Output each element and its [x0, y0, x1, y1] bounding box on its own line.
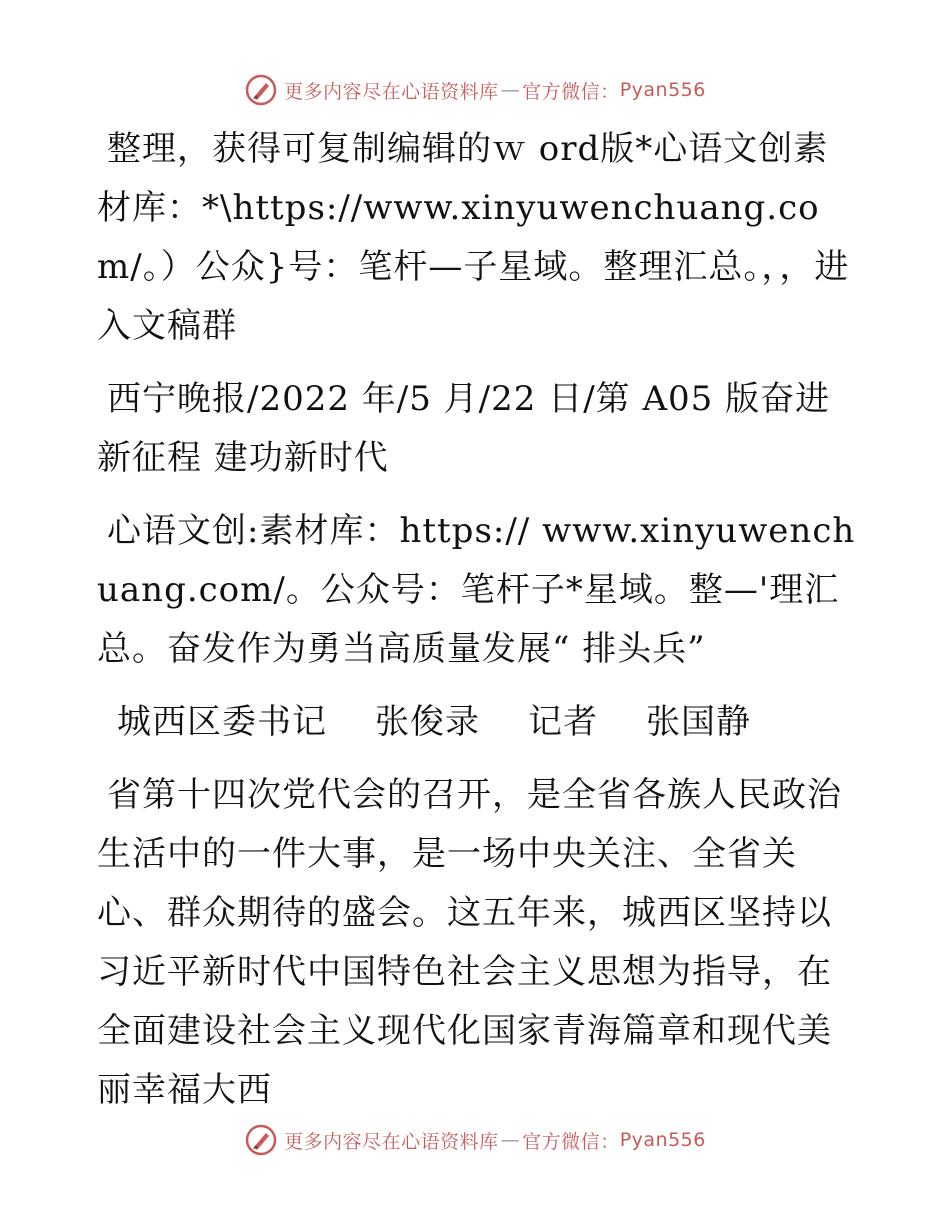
watermark-dash: —	[500, 79, 521, 101]
paragraph-headline: 心语文创:素材库：https:// www.xinyuwenchuang.com/。公众号：笔杆子*星域。整—'理汇总。奋发作为勇当高质量发展“ 排头兵”	[97, 511, 856, 669]
header-watermark	[0, 70, 950, 110]
paragraph-source: 西宁晚报/2022 年/5 月/22 日/第 A05 版奋进新征程 建功新时代	[97, 379, 831, 478]
pen-nib-icon	[244, 1123, 278, 1157]
watermark-suffix: 官方微信：	[522, 80, 620, 103]
byline	[97, 693, 857, 752]
byline-title: 城西区委书记	[117, 702, 327, 742]
watermark-brand: Pyan556	[619, 79, 706, 101]
watermark-prefix: 更多内容尽在心语资料库	[284, 1130, 499, 1153]
byline-role: 记者	[528, 702, 598, 742]
document-body	[97, 120, 857, 1134]
watermark-suffix: 官方微信：	[522, 1130, 620, 1153]
byline-name: 张俊录	[375, 702, 480, 742]
watermark-brand: Pyan556	[619, 1129, 706, 1151]
footer-watermark	[0, 1120, 950, 1160]
paragraph-intro: 整理，获得可复制编辑的ｗ ord版*心语文创素材库：*\https://www.xinyuwenchuang.com/。）公众}号：笔杆—子星域。整理汇总。，，进入文稿群	[97, 129, 850, 346]
paragraph-body: 省第十四次党代会的召开，是全省各族人民政治生活中的一件大事，是一场中央关注、全省关心、群众期待的盛会。这五年来，城西区坚持以习近平新时代中国特色社会主义思想为指导，在全面建设社会主义现代化国家青海篇章和现代美丽幸福大西	[97, 775, 842, 1110]
pen-nib-icon	[244, 73, 278, 107]
byline-reporter: 张国静	[646, 702, 751, 742]
watermark-dash: —	[500, 1129, 521, 1151]
watermark-prefix: 更多内容尽在心语资料库	[284, 80, 499, 103]
